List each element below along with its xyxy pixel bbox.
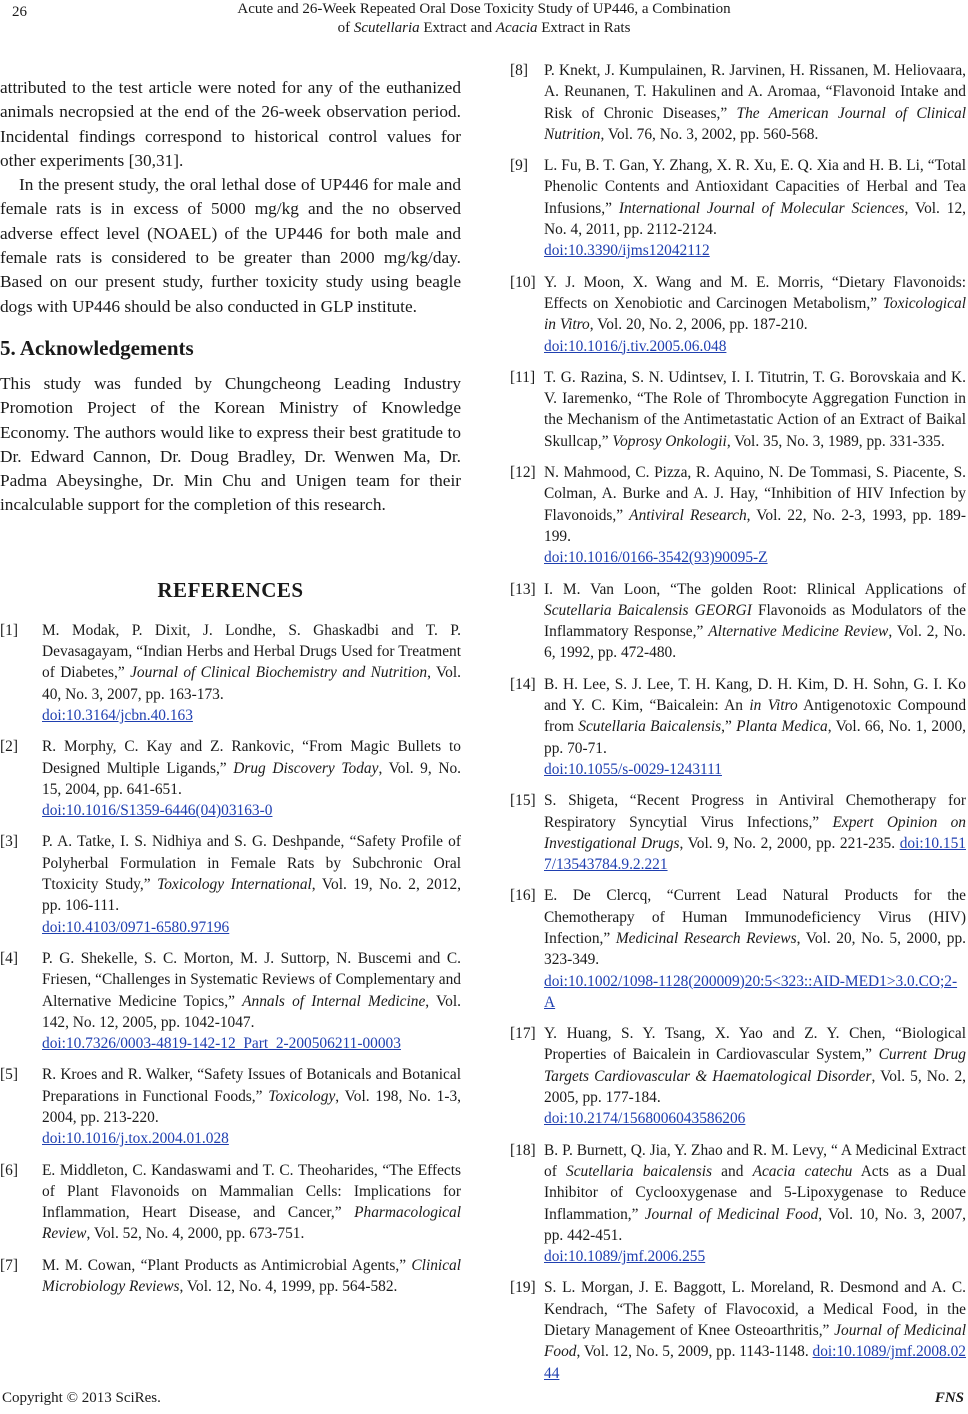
reference-text: E. De Clercq, “Current Lead Natural Products for the Chemotherapy of Human Immunodeficiency Virus (HIV) Infection,” — [544, 887, 966, 947]
reference-number: [15] — [510, 792, 536, 810]
reference-text: B. H. Lee, S. J. Lee, T. H. Kang, D. H. Kim, D. H. Sohn, G. I. Ko and Y. C. Kim, “Baicalein: An — [544, 675, 966, 715]
reference-text: Flavonoids as Modulators of the Inflammatory Response,” — [544, 601, 966, 641]
reference-item — [0, 736, 461, 821]
reference-text: , Vol. 20, No. 5, 2000, pp. 323-349. — [544, 929, 966, 969]
doi-link[interactable]: doi:10.1016/S1359-6446(04)03163-0 — [42, 802, 273, 820]
reference-text: , Vol. 12, No. 4, 1999, pp. 564-582. — [179, 1278, 398, 1296]
reference-text: , Vol. 12, No. 5, 2009, pp. 1143-1148. — [576, 1343, 813, 1361]
body-paragraph: attributed to the test article were noted for any of the euthanized animals necropsied at the end of the 26-week observation period. Incidental findings correspond to historical control values for other experiments [30,31]. — [0, 78, 461, 170]
reference-text: and — [711, 1162, 753, 1180]
reference-text: L. Fu, B. T. Gan, Y. Zhang, X. R. Xu, E. Q. Xia and H. B. Li, “Total Phenolic Contents and Antioxidant Capacities of Herbal and Tea Infusions,” — [544, 157, 966, 217]
reference-text: , Vol. 9, No. 15, 2004, pp. 641-651. — [42, 759, 461, 798]
doi-link[interactable]: doi:10.4103/0971-6580.97196 — [42, 918, 230, 936]
reference-item — [510, 790, 966, 875]
reference-text: R. Morphy, C. Kay and Z. Rankovic, “From Magic Bullets to Designed Multiple Ligands,” — [42, 738, 461, 777]
reference-source: Toxicology — [268, 1087, 336, 1105]
reference-source: in Vitro — [749, 697, 798, 715]
reference-text: , Vol. 35, No. 3, 1989, pp. 331-335. — [726, 432, 945, 450]
reference-text: M. M. Cowan, “Plant Products as Antimicrobial Agents,” — [42, 1256, 412, 1274]
reference-number: [11] — [510, 368, 536, 386]
reference-item — [0, 948, 461, 1054]
reference-item — [510, 155, 966, 261]
reference-source: Antiviral Research — [629, 506, 747, 524]
reference-text: , Vol. 22, No. 2-3, 1993, pp. 189-199. — [544, 506, 967, 545]
reference-text: B. P. Burnett, Q. Jia, Y. Zhao and R. M. Levy, “ A Medicinal Extract of — [544, 1141, 966, 1180]
doi-link[interactable]: doi:10.3164/jcbn.40.163 — [42, 706, 193, 724]
running-head-line2: of Scutellaria Extract and Acacia Extract in Rats — [337, 20, 631, 36]
reference-source: Annals of Internal Medicine — [242, 992, 426, 1010]
reference-text: Y. Huang, S. Y. Tsang, X. Yao and Z. Y. Chen, “Biological Properties of Baicalein in Cardiovascular System,” — [544, 1025, 966, 1064]
doi-link[interactable]: doi:10.7326/0003-4819-142-12_Part_2-200506211-00003 — [42, 1035, 401, 1053]
reference-source: Medicinal Research Reviews — [615, 929, 797, 947]
reference-text: , Vol. 198, No. 1-3, 2004, pp. 213-220. — [42, 1087, 461, 1126]
reference-source: Scutellaria baicalensis — [566, 1162, 712, 1180]
reference-item — [0, 1064, 461, 1149]
reference-number: [2] — [0, 738, 18, 756]
journal-abbrev: FNS — [934, 1390, 964, 1406]
reference-number: [7] — [0, 1256, 18, 1274]
running-head — [0, 0, 968, 38]
reference-source: Drug Discovery Today — [233, 759, 379, 777]
reference-number: [4] — [0, 949, 18, 967]
reference-item — [510, 1140, 966, 1268]
reference-source: Pharmacological Review — [42, 1204, 461, 1243]
reference-number: [16] — [510, 887, 536, 905]
reference-item — [510, 1023, 966, 1129]
doi-link[interactable]: doi:10.1016/j.tiv.2005.06.048 — [544, 337, 727, 355]
reference-list-right — [510, 60, 966, 1394]
reference-text: Acts as a Dual Inhibitor of Cyclooxygenase and 5-Lipoxygenase to Reduce Inflammation,” — [544, 1162, 967, 1223]
reference-list-left — [0, 620, 461, 1298]
reference-text: , Vol. 142, No. 12, 2005, pp. 1042-1047. — [42, 992, 461, 1031]
reference-text: P. A. Tatke, I. S. Nidhiya and S. G. Deshpande, “Safety Profile of Polyherbal Formulation in Female Rats by Subchronic Oral Ttoxicity Study,” — [42, 833, 461, 894]
reference-text: Antigenotoxic Compound from — [544, 697, 967, 736]
reference-item — [510, 272, 966, 357]
reference-source: Journal of Medicinal Food — [544, 1322, 966, 1361]
reference-number: [19] — [510, 1279, 536, 1297]
copyright-notice: Copyright © 2013 SciRes. — [2, 1390, 161, 1406]
reference-source: Toxicology International — [157, 876, 312, 894]
reference-text: P. Knekt, J. Kumpulainen, R. Jarvinen, H. Rissanen, M. Heliovaara, A. Reunanen, T. Hakulinen and A. Aromaa, “Flavonoid Intake and Risk of Chronic Diseases,” — [544, 62, 966, 122]
reference-text: R. Kroes and R. Walker, “Safety Issues of Botanicals and Botanical Preparations in Functional Foods,” — [42, 1066, 461, 1105]
reference-item — [0, 1255, 461, 1298]
reference-item — [510, 885, 966, 1013]
reference-text: P. G. Shekelle, S. C. Morton, M. J. Suttorp, N. Buscemi and C. Friesen, “Challenges in Systematic Reviews of Complementary and Alternative Medicine Topics,” — [42, 949, 461, 1010]
reference-source: Current Drug Targets Cardiovascular & Haematological Disorder — [544, 1046, 966, 1085]
doi-link[interactable]: doi:10.2174/1568006043586206 — [544, 1110, 746, 1128]
reference-source: The American Journal of Clinical Nutrition — [544, 104, 966, 143]
doi-link[interactable]: doi:10.1089/jmf.2006.255 — [544, 1248, 706, 1266]
reference-text: ,” — [721, 718, 737, 736]
reference-source: Journal of Clinical Biochemistry and Nutrition — [130, 664, 428, 682]
reference-number: [18] — [510, 1141, 536, 1159]
reference-text: , Vol. 10, No. 3, 2007, pp. 442-451. — [544, 1205, 967, 1244]
reference-number: [10] — [510, 273, 536, 291]
reference-text: E. Middleton, C. Kandaswami and T. C. Theoharides, “The Effects of Plant Flavonoids on Mammalian Cells: Implications for Inflammation, Heart Disease, and Cancer,” — [42, 1161, 461, 1222]
doi-link[interactable]: doi:10.1517/13543784.9.2.221 — [544, 834, 966, 874]
reference-item — [510, 579, 966, 664]
reference-source: Toxicological in Vitro — [544, 294, 966, 334]
page-footer — [0, 1390, 968, 1410]
reference-source: Scutellaria Baicalensis — [578, 718, 722, 736]
reference-item — [510, 462, 966, 568]
page-number: 26 — [12, 4, 27, 20]
reference-item — [0, 1160, 461, 1245]
doi-link[interactable]: doi:10.1055/s-0029-1243111 — [544, 760, 722, 778]
reference-text: , Vol. 52, No. 4, 2000, pp. 673-751. — [86, 1225, 305, 1243]
reference-number: [6] — [0, 1161, 18, 1179]
reference-text: Y. J. Moon, X. Wang and M. E. Morris, “Dietary Flavonoids: Effects on Xenobiotic and Carcinogen Metabolism,” — [544, 273, 966, 312]
reference-source: Scutellaria Baicalensis GEORGI — [544, 601, 752, 619]
reference-text: S. Shigeta, “Recent Progress in Antiviral Chemotherapy for Respiratory Syncytial Virus Infections,” — [544, 792, 966, 831]
reference-source: Clinical Microbiology Reviews — [42, 1256, 461, 1296]
reference-number: [12] — [510, 464, 536, 482]
reference-source: Journal of Medicinal Food — [644, 1205, 819, 1223]
reference-text: , Vol. 19, No. 2, 2012, pp. 106-111. — [42, 876, 461, 915]
reference-item — [510, 674, 966, 780]
doi-link[interactable]: doi:10.1016/j.tox.2004.01.028 — [42, 1130, 229, 1148]
reference-text: , Vol. 66, No. 1, 2000, pp. 70-71. — [544, 718, 967, 757]
reference-text: S. L. Morgan, J. E. Baggott, L. Moreland, R. Desmond and A. C. Kendrach, “The Safety of Flavocoxid, a Medical Food, in the Dietary Management of Knee Osteoarthritis,” — [544, 1279, 966, 1340]
doi-link[interactable]: doi:10.1016/0166-3542(93)90095-Z — [544, 549, 768, 567]
doi-link[interactable]: doi:10.1089/jmf.2008.0244 — [544, 1343, 966, 1382]
reference-text: , Vol. 9, No. 2, 2000, pp. 221-235. — [679, 834, 900, 852]
reference-number: [17] — [510, 1025, 536, 1043]
left-column — [0, 76, 461, 1307]
acknowledgements-heading: 5. Acknowledgements — [0, 335, 194, 360]
reference-source: Voprosy Onkologii — [612, 432, 727, 450]
reference-number: [3] — [0, 833, 18, 851]
reference-number: [9] — [510, 157, 528, 175]
reference-text: I. M. Van Loon, “The golden Root: Rlinical Applications of — [544, 580, 966, 598]
reference-text: , Vol. 5, No. 2, 2005, pp. 177-184. — [544, 1067, 967, 1107]
reference-source: Alternative Medicine Review — [708, 623, 889, 641]
reference-text: , Vol. 40, No. 3, 2007, pp. 163-173. — [42, 664, 461, 703]
reference-number: [1] — [0, 621, 18, 639]
body-paragraph: In the present study, the oral lethal dose of UP446 for male and female rats is in excess of 5000 mg/kg and the no observed adverse effect level (NOAEL) of the UP446 for both male and female rats is considered to be greater than 2000 mg/kg/day. Based on our present study, further toxicity study using beagle dogs with UP446 should be also conducted in GLP institute. — [0, 175, 461, 316]
reference-source: Planta Medica — [736, 718, 828, 736]
reference-source: International Journal of Molecular Sciences — [618, 199, 905, 217]
reference-item — [0, 620, 461, 726]
acknowledgements-text: This study was funded by Chungcheong Leading Industry Promotion Project of the Korean Ministry of Knowledge Economy. The authors would like to express their best gratitude to Dr. Edward Cannon, Dr. Doug Bradley, Dr. Wenwen Ma, Dr. Padma Abeysinghe, Dr. Min Chu and Unigen team for their incalculable support for the completion of this research. — [0, 373, 461, 515]
reference-number: [5] — [0, 1066, 18, 1084]
reference-source: Acacia catechu — [752, 1162, 853, 1180]
reference-text: T. G. Razina, S. N. Udintsev, I. I. Titutrin, T. G. Borovskaia and K. V. Iaremenko, “The Role of Thrombocyte Aggregation Function in the Mechanism of the Antimetastatic Action of an Extract of Baikal Skullcap,” — [544, 368, 966, 450]
reference-text: M. Modak, P. Dixit, J. Londhe, S. Ghaskadbi and T. P. Devasagayam, “Indian Herbs and Herbal Drugs Used for Treatment of Diabetes,” — [42, 621, 461, 682]
reference-text: , Vol. 2, No. 6, 1992, pp. 472-480. — [544, 623, 966, 662]
reference-text: , Vol. 20, No. 2, 2006, pp. 187-210. — [589, 316, 808, 334]
reference-item — [510, 60, 966, 145]
doi-link[interactable]: doi:10.1002/1098-1128(200009)20:5<323::AID-MED1>3.0.CO;2-A — [544, 972, 958, 1011]
running-head-line1: Acute and 26-Week Repeated Oral Dose Toxicity Study of UP446, a Combination — [237, 1, 731, 17]
references-heading: REFERENCES — [157, 577, 304, 602]
reference-number: [14] — [510, 675, 536, 693]
reference-number: [13] — [510, 580, 536, 598]
doi-link[interactable]: doi:10.3390/ijms12042112 — [544, 242, 710, 260]
reference-item — [510, 367, 966, 452]
reference-text: , Vol. 12, No. 4, 2011, pp. 2112-2124. — [544, 199, 966, 239]
reference-text: , Vol. 76, No. 3, 2002, pp. 560-568. — [600, 125, 819, 143]
reference-item — [0, 831, 461, 937]
reference-text: N. Mahmood, C. Pizza, R. Aquino, N. De Tommasi, S. Piacente, S. Colman, A. Burke and A. J. Hay, “Inhibition of HIV Infection by Flavonoids,” — [544, 464, 966, 524]
reference-item — [510, 1277, 966, 1383]
reference-number: [8] — [510, 62, 528, 79]
reference-source: Expert Opinion on Investigational Drugs — [544, 813, 966, 852]
